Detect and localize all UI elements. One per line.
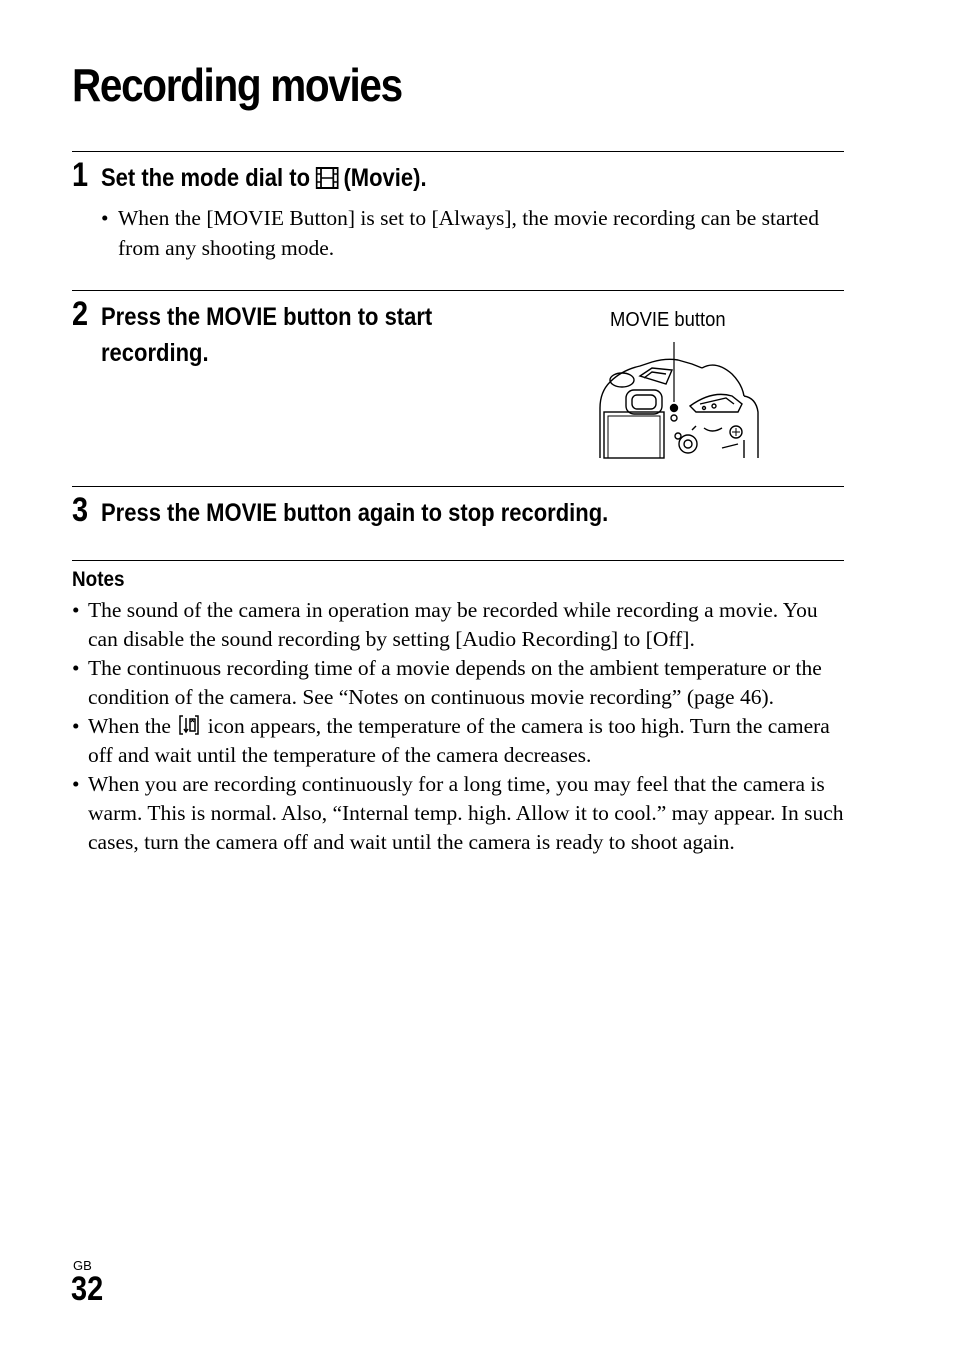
camera-illustration	[592, 340, 768, 460]
step-1-bullet	[101, 203, 838, 263]
step-1-heading-text: Set the mode dial to	[101, 164, 311, 192]
note-item	[72, 596, 848, 654]
section-divider	[72, 151, 844, 152]
region-label: GB	[73, 1258, 92, 1273]
section-divider	[72, 290, 844, 291]
notes-list	[72, 596, 848, 857]
note-text-after-icon: icon appears, the temperature of the camera is too high. Turn the camera off and wait until the temperature of the camera decreases.	[88, 714, 830, 767]
step-2-heading	[101, 299, 432, 371]
bullet-marker: •	[101, 206, 109, 230]
step-3-heading: Press the MOVIE button again to stop recording.	[101, 499, 609, 527]
step-number-1: 1	[72, 156, 89, 194]
notes-title: Notes	[72, 568, 125, 591]
bullet-marker: •	[72, 656, 80, 680]
bullet-marker: •	[72, 598, 80, 622]
section-divider	[72, 486, 844, 487]
step-number-2: 2	[72, 295, 89, 333]
section-divider	[72, 560, 844, 561]
page-title: Recording movies	[72, 59, 402, 111]
movie-button-callout-label: MOVIE button	[610, 309, 726, 331]
note-item	[72, 770, 848, 857]
page-number: 32	[71, 1270, 104, 1308]
bullet-marker: •	[72, 772, 80, 796]
step-1-bullet-text: When the [MOVIE Button] is set to [Always], the movie recording can be started from any shooting mode.	[118, 206, 819, 260]
step-1-heading-suffix: (Movie).	[343, 164, 427, 192]
note-item	[72, 654, 848, 712]
note-text: The continuous recording time of a movie depends on the ambient temperature or the condition of the camera. See “Notes on continuous movie recording” (page 46).	[88, 656, 822, 709]
step-number-3: 3	[72, 491, 89, 529]
step-2-heading-line-1: Press the MOVIE button to start	[101, 303, 433, 331]
bullet-marker: •	[72, 714, 80, 738]
note-text-before-icon: When the	[88, 714, 171, 738]
note-text: When you are recording continuously for a long time, you may feel that the camera is warm. This is normal. Also, “Internal temp. high. Allow it to cool.” may appear. In such cases, turn the camera off and wait until the camera is ready to shoot again.	[88, 772, 844, 854]
note-item	[72, 712, 848, 770]
note-text: The sound of the camera in operation may be recorded while recording a movie. You can disable the sound recording by setting [Audio Recording] to [Off].	[88, 598, 818, 651]
step-2-heading-line-2: recording.	[101, 339, 209, 367]
high-temperature-warning-icon	[178, 714, 200, 736]
movie-film-icon	[315, 166, 338, 190]
step-1-heading	[101, 160, 427, 196]
